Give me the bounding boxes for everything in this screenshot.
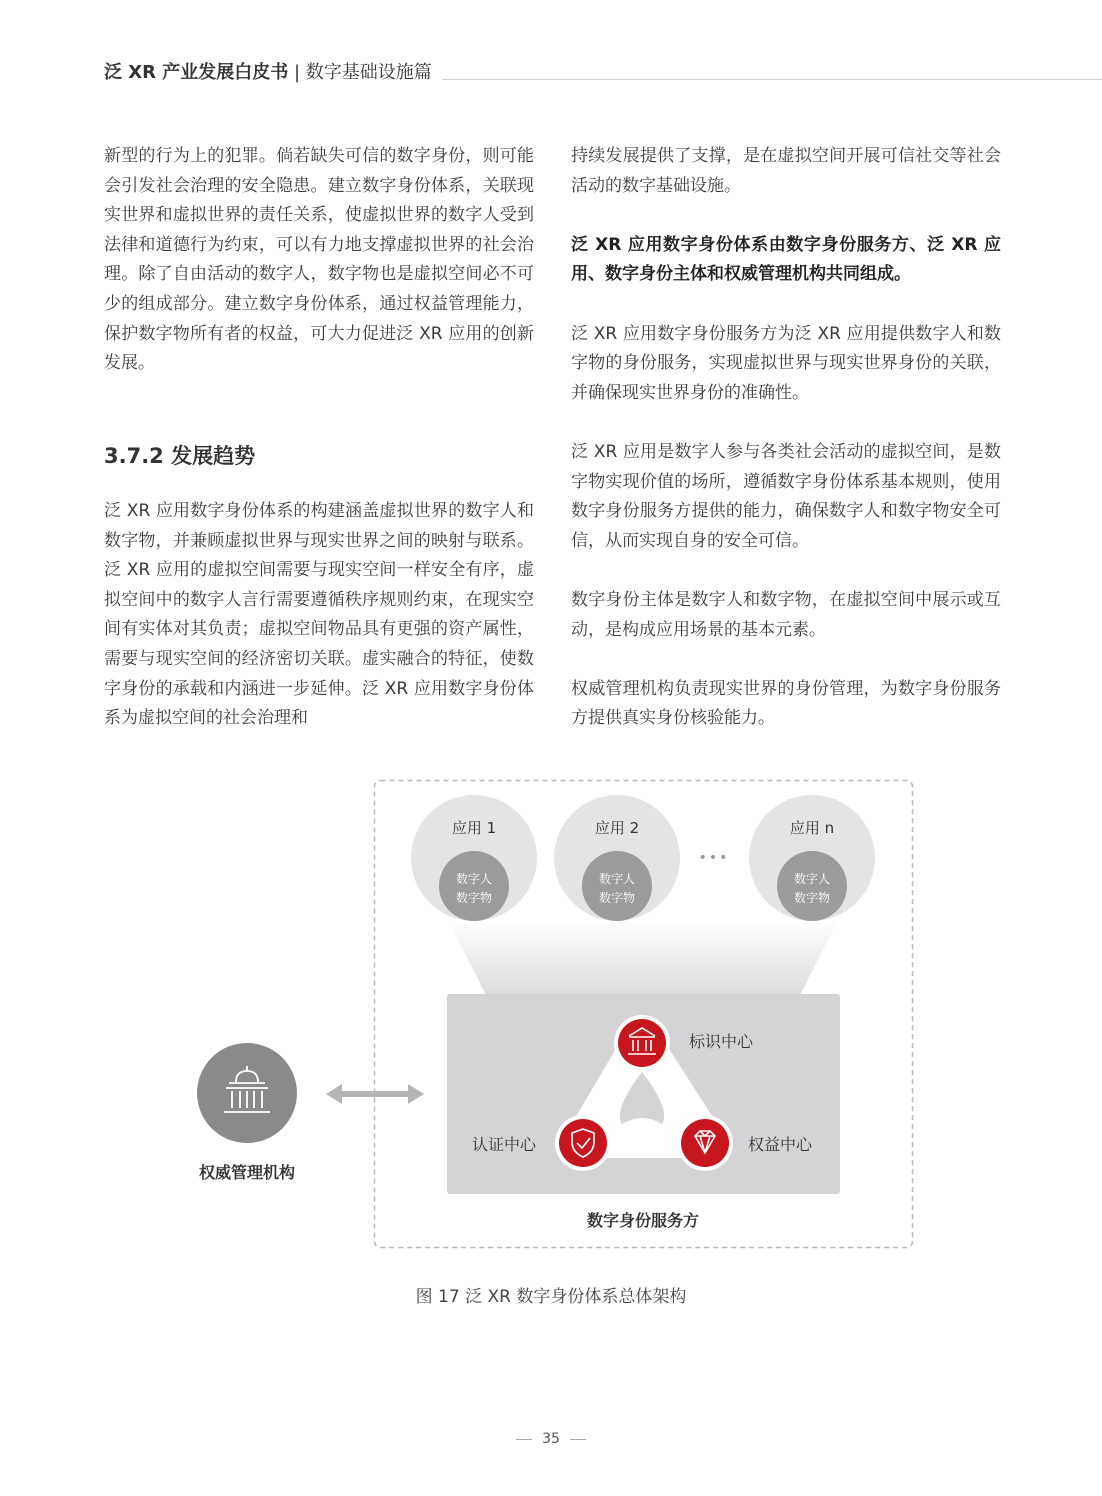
inner-label-line1: 数字人 [455, 872, 493, 886]
right-paragraph-1: 持续发展提供了支撑，是在虚拟空间开展可信社交等社会活动的数字基础设施。 [571, 146, 1001, 196]
left-column-bottom [104, 497, 534, 734]
header-subtitle: 数字基础设施篇 [305, 62, 432, 83]
header-rule [442, 79, 1102, 80]
left-paragraph-1: 新型的行为上的犯罪。倘若缺失可信的数字身份，则可能会引发社会治理的安全隐患。建立数字身份体系，关联现实世界和虚拟世界的责任关系，使虚拟世界的数字人受到法律和道德行为约束，可以有力地支撑虚拟世界的社会治理。除了自由活动的数字人，数字物也是虚拟空间必不可少的组成部分。建立数字身份体系，通过权益管理能力，保护数字物所有者的权益，可大力促进泛 XR 应用的创新发展。 [104, 146, 534, 374]
right-paragraph-6: 权威管理机构负责现实世界的身份管理，为数字身份服务方提供真实身份核验能力。 [571, 678, 1001, 729]
right-column [571, 142, 1001, 763]
page-number [0, 1431, 1102, 1447]
app-label: 应用 n [789, 819, 835, 837]
authentication-center-label: 认证中心 [471, 1135, 536, 1154]
inner-label-line2: 数字物 [793, 891, 831, 905]
app-node-2 [554, 795, 680, 921]
page-number-value: 35 [542, 1431, 560, 1447]
header-title: 泛 XR 产业发展白皮书 [104, 62, 289, 83]
right-paragraph-2-bold: 泛 XR 应用数字身份体系由数字身份服务方、泛 XR 应用、数字身份主体和权威管理机构共同组成。 [571, 234, 1001, 285]
center-circle [618, 1019, 666, 1067]
inner-label-line1: 数字人 [793, 872, 831, 886]
page-number-dash-left [516, 1439, 532, 1440]
right-paragraph-4: 泛 XR 应用是数字人参与各类社会活动的虚拟空间，是数字物实现价值的场所，遵循数字身份体系基本规则，使用数字身份服务方提供的能力，确保数字人和数字物安全可信，从而实现自身的安全可信。 [571, 441, 1001, 551]
authority-label: 权威管理机构 [198, 1163, 296, 1182]
running-header [104, 58, 432, 84]
right-paragraph-3: 泛 XR 应用数字身份服务方为泛 XR 应用提供数字人和数字物的身份服务，实现虚拟世界与现实世界身份的关联，并确保现实世界身份的准确性。 [571, 323, 1001, 403]
service-provider-label: 数字身份服务方 [586, 1211, 700, 1230]
left-column-top [104, 142, 534, 379]
page-number-dash-right [570, 1439, 586, 1440]
center-circle [681, 1119, 729, 1167]
authority-node [197, 1043, 297, 1182]
rights-center-label: 权益中心 [748, 1135, 813, 1154]
right-paragraph-5: 数字身份主体是数字人和数字物，在虚拟空间中展示或互动，是构成应用场景的基本元素。 [571, 589, 1001, 640]
app-inner-circle [582, 851, 652, 921]
app-inner-circle [439, 851, 509, 921]
app-node-n [749, 795, 875, 921]
app-label: 应用 2 [594, 819, 640, 837]
app-node-1 [411, 795, 537, 921]
app-inner-circle [777, 851, 847, 921]
inner-label-line1: 数字人 [598, 872, 636, 886]
figure-caption: 图 17 泛 XR 数字身份体系总体架构 [415, 1287, 687, 1307]
header-separator: | [288, 62, 306, 83]
ellipsis: ••• [698, 850, 730, 866]
funnel-shape [448, 920, 838, 995]
inner-label-line2: 数字物 [455, 891, 493, 905]
section-title: 3.7.2 发展趋势 [104, 444, 256, 468]
center-circle [559, 1119, 607, 1167]
left-paragraph-2: 泛 XR 应用数字身份体系的构建涵盖虚拟世界的数字人和数字物，并兼顾虚拟世界与现实世界之间的映射与联系。泛 XR 应用的虚拟空间需要与现实空间一样安全有序，虚拟空间中的数字人言行需要遵循秩序规则约束，在现实空间有实体对其负责；虚拟空间物品具有更强的资产属性，需要与现实空间的经济密切关联。虚实融合的特征，使数字身份的承载和内涵进一步延伸。泛 XR 应用数字身份体系为虚拟空间的社会治理和 [104, 501, 534, 729]
inner-label-line2: 数字物 [598, 891, 636, 905]
app-label: 应用 1 [451, 819, 497, 837]
identifier-center-label: 标识中心 [689, 1032, 754, 1051]
